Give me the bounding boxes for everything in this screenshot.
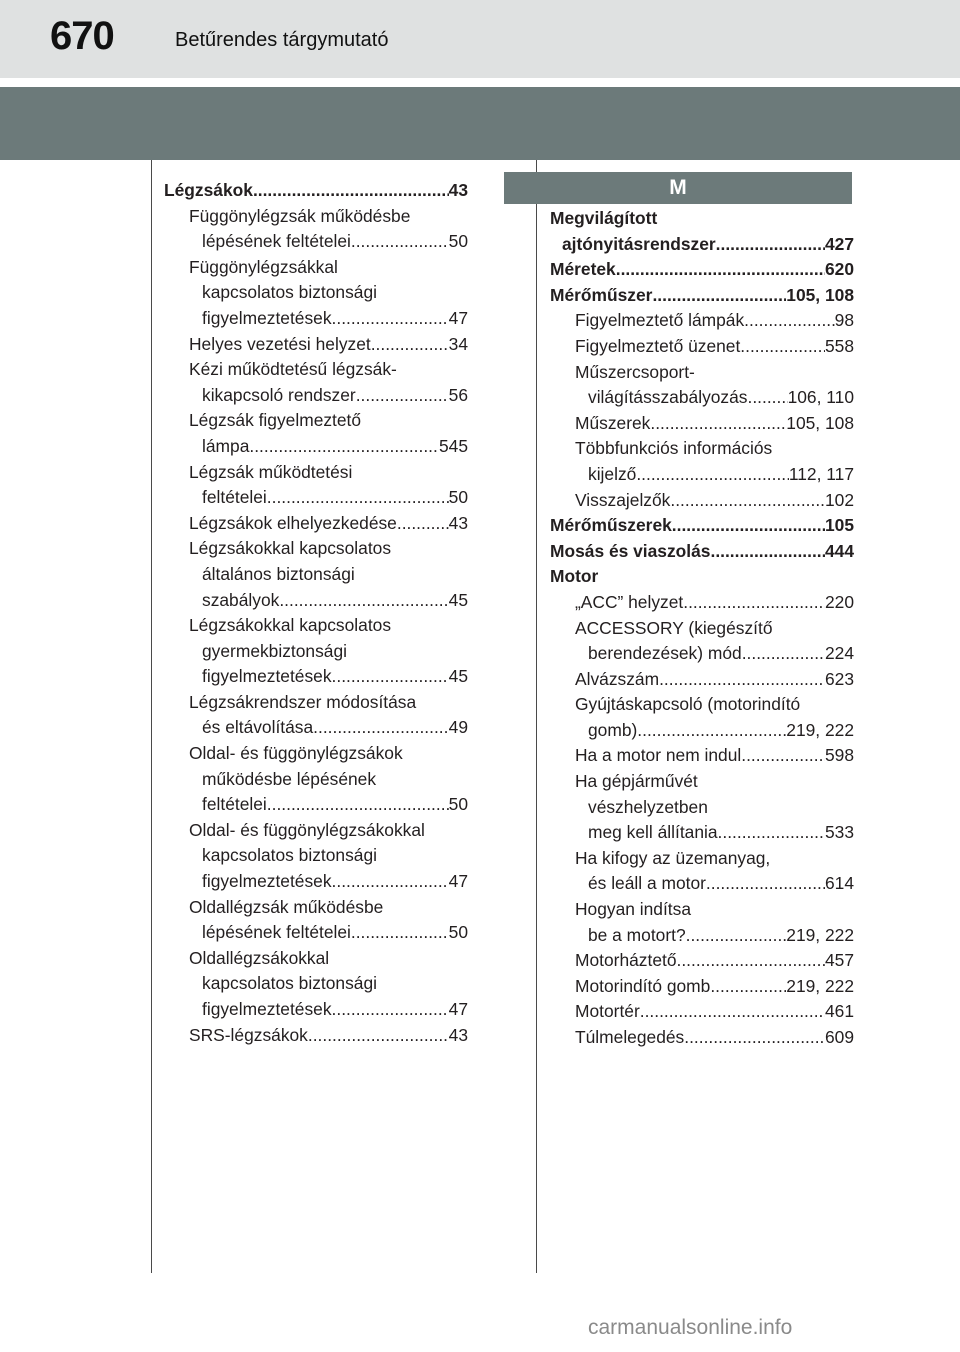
index-entry: kapcsolatos biztonsági bbox=[202, 973, 377, 994]
page-reference: 102 bbox=[824, 489, 854, 510]
index-entry: vészhelyzetben bbox=[588, 796, 708, 817]
index-entry bbox=[550, 308, 854, 334]
index-entry: Légzsákokkal kapcsolatos bbox=[189, 615, 392, 636]
column-divider-left bbox=[151, 160, 152, 1273]
dot-leader bbox=[686, 923, 787, 949]
index-entry bbox=[550, 743, 854, 769]
dot-leader bbox=[351, 920, 449, 946]
entry-text: Figyelmeztető lámpák bbox=[575, 310, 745, 331]
page-reference: 43 bbox=[448, 512, 468, 533]
dot-leader bbox=[249, 434, 439, 460]
index-entry: Műszercsoport- bbox=[575, 361, 695, 382]
index-entry bbox=[550, 462, 854, 488]
page-reference: 49 bbox=[448, 717, 468, 738]
entry-text: szabályok bbox=[202, 589, 280, 610]
page-reference: 444 bbox=[824, 540, 854, 561]
dot-leader bbox=[659, 667, 825, 693]
index-column-left bbox=[164, 178, 468, 1048]
page-reference: 50 bbox=[448, 487, 468, 508]
entry-text: Motortér bbox=[575, 1001, 640, 1022]
index-entry bbox=[550, 539, 854, 565]
index-entry: általános biztonsági bbox=[202, 563, 355, 584]
page-reference: 47 bbox=[448, 307, 468, 328]
dot-leader bbox=[397, 511, 449, 537]
dot-leader bbox=[637, 718, 786, 744]
page-reference: 598 bbox=[824, 745, 854, 766]
index-entry bbox=[550, 488, 854, 514]
index-entry bbox=[164, 178, 468, 204]
dot-leader bbox=[356, 383, 449, 409]
entry-text: és leáll a motor bbox=[588, 873, 706, 894]
index-entry bbox=[550, 513, 854, 539]
dot-leader bbox=[267, 485, 449, 511]
dot-leader bbox=[670, 488, 825, 514]
dot-leader bbox=[710, 539, 825, 565]
page-reference: 461 bbox=[824, 1001, 854, 1022]
index-entry bbox=[164, 511, 468, 537]
index-column-right bbox=[550, 206, 854, 1051]
index-entry bbox=[164, 869, 468, 895]
header-band bbox=[0, 87, 960, 160]
dot-leader bbox=[706, 871, 825, 897]
dot-leader bbox=[332, 306, 449, 332]
dot-leader bbox=[718, 820, 825, 846]
page-reference: 43 bbox=[448, 1024, 468, 1045]
index-entry bbox=[164, 332, 468, 358]
index-entry bbox=[164, 792, 468, 818]
index-entry bbox=[550, 232, 854, 258]
entry-text: feltételei bbox=[202, 487, 267, 508]
entry-text: Alvázszám bbox=[575, 668, 660, 689]
dot-leader bbox=[652, 283, 786, 309]
dot-leader bbox=[253, 178, 449, 204]
page-reference: 56 bbox=[448, 384, 468, 405]
page-reference: 98 bbox=[834, 310, 854, 331]
index-entry: Ha kifogy az üzemanyag, bbox=[575, 847, 771, 868]
page-reference: 219, 222 bbox=[786, 975, 854, 996]
entry-text: figyelmeztetések bbox=[202, 307, 332, 328]
index-entry: Ha gépjárművét bbox=[575, 771, 698, 792]
entry-text: figyelmeztetések bbox=[202, 666, 332, 687]
page-reference: 623 bbox=[824, 668, 854, 689]
page-reference: 609 bbox=[824, 1027, 854, 1047]
page-reference: 47 bbox=[448, 871, 468, 892]
dot-leader bbox=[616, 257, 825, 283]
entry-text: Légzsákok elhelyezkedése bbox=[189, 512, 397, 533]
entry-text: Ha a motor nem indul bbox=[575, 745, 742, 766]
index-entry: Kézi működtetésű légzsák- bbox=[189, 359, 397, 380]
dot-leader bbox=[710, 974, 786, 1000]
column-divider-right bbox=[536, 160, 537, 1273]
index-entry: Légzsákrendszer módosítása bbox=[189, 691, 417, 712]
entry-text: Túlmelegedés bbox=[575, 1027, 685, 1047]
entry-text: kikapcsoló rendszer bbox=[202, 384, 356, 405]
dot-leader bbox=[267, 792, 449, 818]
index-entry bbox=[164, 306, 468, 332]
dot-leader bbox=[279, 588, 448, 614]
entry-text: Mérőműszer bbox=[550, 284, 653, 305]
index-entry bbox=[550, 948, 854, 974]
entry-text: Méretek bbox=[550, 259, 616, 280]
index-entry: kapcsolatos biztonsági bbox=[202, 282, 377, 303]
index-entry bbox=[550, 385, 854, 411]
entry-text: „ACC” helyzet bbox=[575, 591, 684, 612]
index-entry: Többfunkciós információs bbox=[575, 438, 773, 459]
page-reference: 47 bbox=[448, 999, 468, 1019]
index-entry bbox=[164, 920, 468, 946]
page-reference: 45 bbox=[448, 666, 468, 687]
index-entry: Oldallégzsák működésbe bbox=[189, 896, 384, 917]
header-strip bbox=[0, 0, 960, 78]
index-entry bbox=[550, 667, 854, 693]
dot-leader bbox=[741, 743, 825, 769]
index-entry: Oldallégzsákokkal bbox=[189, 947, 330, 968]
entry-text: lámpa bbox=[202, 435, 250, 456]
index-entry bbox=[550, 999, 854, 1025]
index-entry bbox=[164, 997, 468, 1023]
entry-text: Visszajelzők bbox=[575, 489, 671, 510]
index-entry: Légzsákokkal kapcsolatos bbox=[189, 538, 392, 559]
page-reference: 614 bbox=[824, 873, 854, 894]
index-entry: gyermekbiztonsági bbox=[202, 640, 347, 661]
index-entry bbox=[164, 1023, 468, 1049]
index-entry bbox=[550, 820, 854, 846]
dot-leader bbox=[640, 999, 825, 1025]
dot-leader bbox=[351, 229, 449, 255]
page-reference: 457 bbox=[824, 950, 854, 971]
index-entry bbox=[164, 664, 468, 690]
index-entry: Légzsák működtetési bbox=[189, 461, 353, 482]
entry-text: világításszabályozás bbox=[588, 387, 748, 408]
index-entry bbox=[164, 485, 468, 511]
index-entry: Gyújtáskapcsoló (motorindító bbox=[575, 694, 801, 715]
entry-text: lépésének feltételei bbox=[202, 922, 351, 943]
index-entry bbox=[550, 923, 854, 949]
index-entry bbox=[550, 871, 854, 897]
index-entry bbox=[164, 229, 468, 255]
entry-text: Mérőműszerek bbox=[550, 515, 672, 536]
page-number: 670 bbox=[50, 14, 114, 58]
entry-text: Légzsákok bbox=[164, 180, 253, 200]
letter-heading: M bbox=[504, 172, 852, 204]
dot-leader bbox=[332, 997, 449, 1023]
entry-text: Műszerek bbox=[575, 412, 651, 433]
dot-leader bbox=[740, 334, 825, 360]
entry-text: Helyes vezetési helyzet bbox=[189, 333, 371, 354]
entry-text: SRS-légzsákok bbox=[189, 1024, 308, 1045]
index-entry bbox=[164, 383, 468, 409]
entry-text: figyelmeztetések bbox=[202, 999, 332, 1019]
dot-leader bbox=[650, 411, 786, 437]
page-reference: 219, 222 bbox=[786, 719, 854, 740]
page-reference: 533 bbox=[824, 822, 854, 843]
dot-leader bbox=[742, 641, 825, 667]
index-entry bbox=[550, 283, 854, 309]
entry-text: gomb) bbox=[588, 719, 638, 740]
page-reference: 105, 108 bbox=[786, 412, 854, 433]
entry-text: és eltávolítása bbox=[202, 717, 314, 738]
index-entry bbox=[164, 434, 468, 460]
entry-text: Motorindító gomb bbox=[575, 975, 711, 996]
entry-text: lépésének feltételei bbox=[202, 231, 351, 252]
page-reference: 50 bbox=[448, 794, 468, 815]
entry-text: Mosás és viaszolás bbox=[550, 540, 711, 561]
index-entry: Függönylégzsákkal bbox=[189, 256, 338, 277]
dot-leader bbox=[371, 332, 449, 358]
index-entry: ACCESSORY (kiegészítő bbox=[575, 617, 773, 638]
page-reference: 620 bbox=[824, 259, 854, 280]
entry-text: figyelmeztetések bbox=[202, 871, 332, 892]
index-entry bbox=[550, 718, 854, 744]
dot-leader bbox=[332, 664, 449, 690]
entry-text: meg kell állítania bbox=[588, 822, 718, 843]
page-reference: 112, 117 bbox=[788, 463, 854, 484]
entry-text: kijelző bbox=[588, 463, 637, 484]
section-title: Betűrendes tárgymutató bbox=[175, 29, 389, 51]
index-entry bbox=[164, 588, 468, 614]
page-reference: 105, 108 bbox=[786, 284, 854, 305]
page-reference: 545 bbox=[438, 435, 468, 456]
index-entry bbox=[550, 641, 854, 667]
entry-text: feltételei bbox=[202, 794, 267, 815]
index-entry: kapcsolatos biztonsági bbox=[202, 845, 377, 866]
entry-text: ajtónyitásrendszer bbox=[562, 233, 716, 254]
index-entry: Megvilágított bbox=[550, 208, 658, 228]
dot-leader bbox=[748, 385, 788, 411]
index-entry bbox=[164, 715, 468, 741]
page-reference: 45 bbox=[448, 589, 468, 610]
watermark: carmanualsonline.info bbox=[588, 1316, 793, 1339]
page-reference: 224 bbox=[824, 643, 854, 664]
page-reference: 50 bbox=[448, 231, 468, 252]
entry-text: berendezések) mód bbox=[588, 643, 742, 664]
dot-leader bbox=[683, 590, 825, 616]
index-entry bbox=[550, 411, 854, 437]
page-reference: 105 bbox=[824, 515, 854, 536]
dot-leader bbox=[677, 948, 825, 974]
dot-leader bbox=[672, 513, 825, 539]
index-entry: Oldal- és függönylégzsákokkal bbox=[189, 819, 425, 840]
dot-leader bbox=[684, 1025, 825, 1051]
index-entry: Oldal- és függönylégzsákok bbox=[189, 743, 403, 764]
dot-leader bbox=[744, 308, 835, 334]
page-reference: 50 bbox=[448, 922, 468, 943]
index-entry bbox=[550, 257, 854, 283]
page-reference: 43 bbox=[448, 180, 468, 200]
page-reference: 34 bbox=[448, 333, 468, 354]
page-reference: 558 bbox=[824, 335, 854, 356]
index-entry: Függönylégzsák működésbe bbox=[189, 205, 411, 226]
dot-leader bbox=[636, 462, 789, 488]
entry-text: be a motort? bbox=[588, 924, 686, 945]
entry-text: Figyelmeztető üzenet bbox=[575, 335, 741, 356]
index-entry: Hogyan indítsa bbox=[575, 899, 692, 920]
page-reference: 427 bbox=[824, 233, 854, 254]
index-entry bbox=[550, 1025, 854, 1051]
index-entry bbox=[550, 590, 854, 616]
index-entry bbox=[550, 974, 854, 1000]
index-entry bbox=[550, 334, 854, 360]
dot-leader bbox=[716, 232, 825, 258]
page-reference: 220 bbox=[824, 591, 854, 612]
index-entry: működésbe lépésének bbox=[202, 768, 377, 789]
dot-leader bbox=[332, 869, 449, 895]
entry-text: Motorháztető bbox=[575, 950, 677, 971]
dot-leader bbox=[313, 715, 448, 741]
index-entry: Motor bbox=[550, 566, 599, 587]
index-entry: Légzsák figyelmeztető bbox=[189, 410, 362, 431]
dot-leader bbox=[308, 1023, 449, 1049]
page-reference: 106, 110 bbox=[787, 387, 854, 408]
page-reference: 219, 222 bbox=[786, 924, 854, 945]
